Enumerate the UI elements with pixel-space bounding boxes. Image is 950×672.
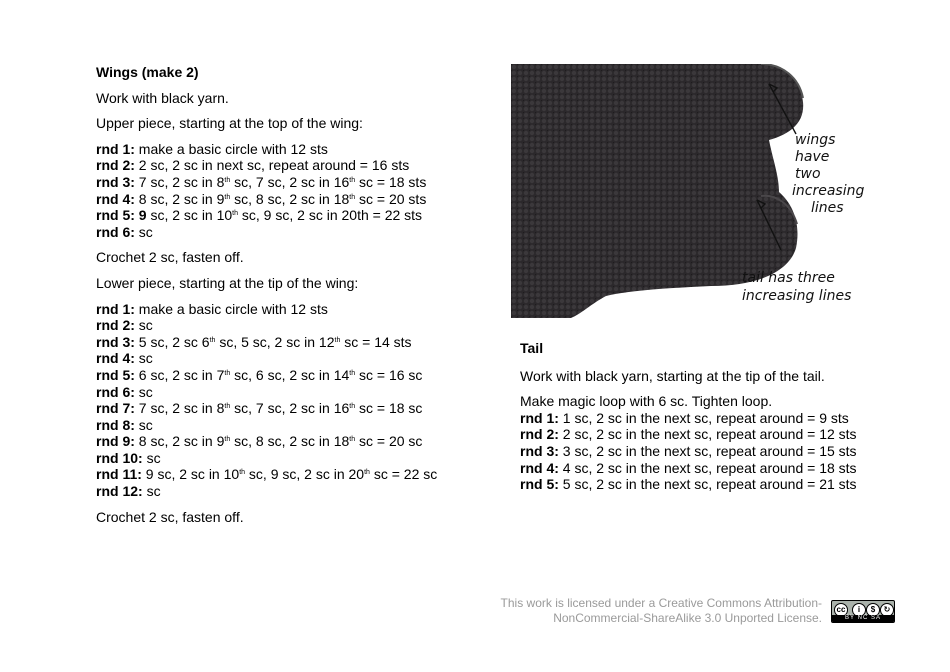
round-label: rnd 1: xyxy=(520,409,559,426)
ordinal-suffix: th xyxy=(349,176,356,184)
upper-finish: Crochet 2 sc, fasten off. xyxy=(96,249,244,266)
upper-rounds-list xyxy=(96,141,456,241)
round-row xyxy=(520,426,900,443)
round-text: sc = 22 sc xyxy=(369,466,438,483)
round-label: rnd 3: xyxy=(96,173,135,190)
round-label: rnd 10: xyxy=(96,449,143,466)
round-row xyxy=(96,191,456,208)
round-text: 4 sc, 2 sc in the next sc, repeat around = 18 sts xyxy=(558,459,857,476)
ordinal-suffix: th xyxy=(349,436,356,444)
ordinal-suffix: th xyxy=(224,176,231,184)
round-text: sc = 14 sts xyxy=(340,333,412,350)
license-line-1: This work is licensed under a Creative Commons Attribution- xyxy=(500,596,822,610)
lower-rounds-list xyxy=(96,301,456,500)
round-text: 8 sc, 2 sc in 9 xyxy=(134,433,225,450)
ordinal-suffix: th xyxy=(224,403,231,411)
round-text: 3 sc, 2 sc in the next sc, repeat around = 15 sts xyxy=(558,442,857,459)
note-wings-1: wings xyxy=(795,132,836,148)
round-label: rnd 5: xyxy=(520,476,559,493)
round-row xyxy=(96,157,456,174)
round-text: 1 sc, 2 sc in the next sc, repeat around = 9 sts xyxy=(558,409,849,426)
cc-badge-label: BY NC SA xyxy=(832,615,894,622)
tail-yarn: Work with black yarn, starting at the tip of the tail. xyxy=(520,367,825,384)
round-label: rnd 6: xyxy=(96,223,135,240)
round-row xyxy=(96,174,456,191)
license-line-2: NonCommercial-ShareAlike 3.0 Unported License. xyxy=(553,611,822,625)
round-text: sc, 8 sc, 2 sc in 18 xyxy=(230,433,350,450)
ordinal-suffix: th xyxy=(232,210,239,218)
round-text: 5 sc, 2 sc in the next sc, repeat around = 21 sts xyxy=(558,476,857,493)
round-text: 9 sc, 2 sc in 10 xyxy=(141,466,240,483)
crochet-photo-illustration xyxy=(511,64,876,318)
round-text: sc = 20 sts xyxy=(355,190,427,207)
round-text: sc, 9 sc, 2 sc in 20th = 22 sts xyxy=(238,207,423,224)
ordinal-suffix: th xyxy=(209,336,216,344)
round-text: sc, 7 sc, 2 sc in 16 xyxy=(230,173,350,190)
tail-section xyxy=(520,340,900,493)
round-row xyxy=(520,476,900,493)
round-text: sc, 5 sc, 2 sc in 12 xyxy=(215,333,335,350)
round-text: 2 sc, 2 sc in the next sc, repeat around = 12 sts xyxy=(558,426,857,443)
nc-icon: $ xyxy=(866,603,880,617)
ordinal-suffix: th xyxy=(349,369,356,377)
by-icon: i xyxy=(852,603,866,617)
round-text: sc, 6 sc, 2 sc in 14 xyxy=(230,366,350,383)
round-text: sc xyxy=(134,383,153,400)
round-label: rnd 5: 9 xyxy=(96,207,147,224)
tail-loop: Make magic loop with 6 sc. Tighten loop. xyxy=(520,393,773,410)
round-text: 7 sc, 2 sc in 8 xyxy=(134,173,225,190)
round-label: rnd 2: xyxy=(96,317,135,334)
tail-title: Tail xyxy=(520,340,544,356)
round-row xyxy=(96,433,456,450)
cc-icon: cc xyxy=(834,603,848,617)
round-text: sc xyxy=(134,416,153,433)
round-text: 2 sc, 2 sc in next sc, repeat around = 16 sts xyxy=(134,157,410,174)
round-text: sc, 7 sc, 2 sc in 16 xyxy=(230,400,350,417)
ordinal-suffix: th xyxy=(224,193,231,201)
round-label: rnd 9: xyxy=(96,433,135,450)
round-text: 6 sc, 2 sc in 7 xyxy=(134,366,225,383)
round-text: sc, 9 sc, 2 sc in 20 xyxy=(245,466,365,483)
ordinal-suffix: th xyxy=(349,193,356,201)
note-wings-5: lines xyxy=(811,200,844,216)
round-label: rnd 3: xyxy=(520,442,559,459)
round-row xyxy=(96,317,456,334)
round-text: sc xyxy=(134,317,153,334)
ordinal-suffix: th xyxy=(364,469,370,477)
round-row xyxy=(96,141,456,158)
sa-icon: ↻ xyxy=(880,603,894,617)
round-text: make a basic circle with 12 sts xyxy=(134,140,328,157)
round-row xyxy=(96,450,456,467)
note-tail-2: increasing lines xyxy=(742,288,852,304)
round-row xyxy=(96,417,456,434)
round-text: sc = 16 sc xyxy=(355,366,423,383)
note-wings-3: two xyxy=(795,166,821,182)
round-row xyxy=(520,410,900,427)
round-text: sc = 18 sts xyxy=(355,173,427,190)
note-wings-4: increasing xyxy=(792,183,865,199)
round-text: sc xyxy=(142,449,161,466)
wings-section xyxy=(96,64,456,534)
ordinal-suffix: th xyxy=(239,469,246,477)
round-text: 5 sc, 2 sc 6 xyxy=(134,333,210,350)
round-row xyxy=(520,443,900,460)
lower-finish: Crochet 2 sc, fasten off. xyxy=(96,508,244,525)
round-text: sc = 20 sc xyxy=(355,433,423,450)
tail-rounds-list xyxy=(520,410,900,493)
round-row xyxy=(520,460,900,477)
round-row xyxy=(96,301,456,318)
note-tail-1: tail has three xyxy=(742,270,835,286)
round-row xyxy=(96,384,456,401)
round-text: sc, 2 sc in 10 xyxy=(146,207,233,224)
round-text: sc, 8 sc, 2 sc in 18 xyxy=(230,190,350,207)
round-text: sc xyxy=(134,223,153,240)
crochet-photo xyxy=(511,64,876,318)
round-label: rnd 4: xyxy=(96,190,135,207)
round-label: rnd 8: xyxy=(96,416,135,433)
round-label: rnd 11: xyxy=(96,466,142,483)
round-label: rnd 1: xyxy=(96,140,135,157)
round-label: rnd 6: xyxy=(96,383,135,400)
round-row xyxy=(96,207,456,224)
ordinal-suffix: th xyxy=(224,369,231,377)
wings-yarn: Work with black yarn. xyxy=(96,89,229,106)
lower-intro: Lower piece, starting at the tip of the wing: xyxy=(96,274,359,291)
round-label: rnd 7: xyxy=(96,400,135,417)
round-label: rnd 4: xyxy=(96,350,135,367)
round-text: 7 sc, 2 sc in 8 xyxy=(134,400,225,417)
round-text: sc = 18 sc xyxy=(355,400,423,417)
round-text: sc xyxy=(142,483,161,500)
round-text: make a basic circle with 12 sts xyxy=(134,300,328,317)
round-row xyxy=(96,367,456,384)
round-text: 8 sc, 2 sc in 9 xyxy=(134,190,225,207)
round-row xyxy=(96,334,456,351)
round-label: rnd 4: xyxy=(520,459,559,476)
round-row xyxy=(96,400,456,417)
round-label: rnd 12: xyxy=(96,483,143,500)
ordinal-suffix: th xyxy=(224,436,231,444)
round-label: rnd 1: xyxy=(96,300,135,317)
wings-title: Wings (make 2) xyxy=(96,64,199,80)
upper-intro: Upper piece, starting at the top of the wing: xyxy=(96,115,363,132)
round-label: rnd 2: xyxy=(96,157,135,174)
round-row xyxy=(96,350,456,367)
round-row xyxy=(96,483,456,500)
cc-license-badge[interactable] xyxy=(831,600,895,623)
round-row xyxy=(96,466,456,483)
round-row xyxy=(96,224,456,241)
license-text[interactable] xyxy=(462,596,822,626)
round-label: rnd 3: xyxy=(96,333,135,350)
ordinal-suffix: th xyxy=(349,403,356,411)
note-wings-2: have xyxy=(795,149,830,165)
round-label: rnd 2: xyxy=(520,426,559,443)
ordinal-suffix: th xyxy=(334,336,341,344)
round-label: rnd 5: xyxy=(96,366,135,383)
round-text: sc xyxy=(134,350,153,367)
